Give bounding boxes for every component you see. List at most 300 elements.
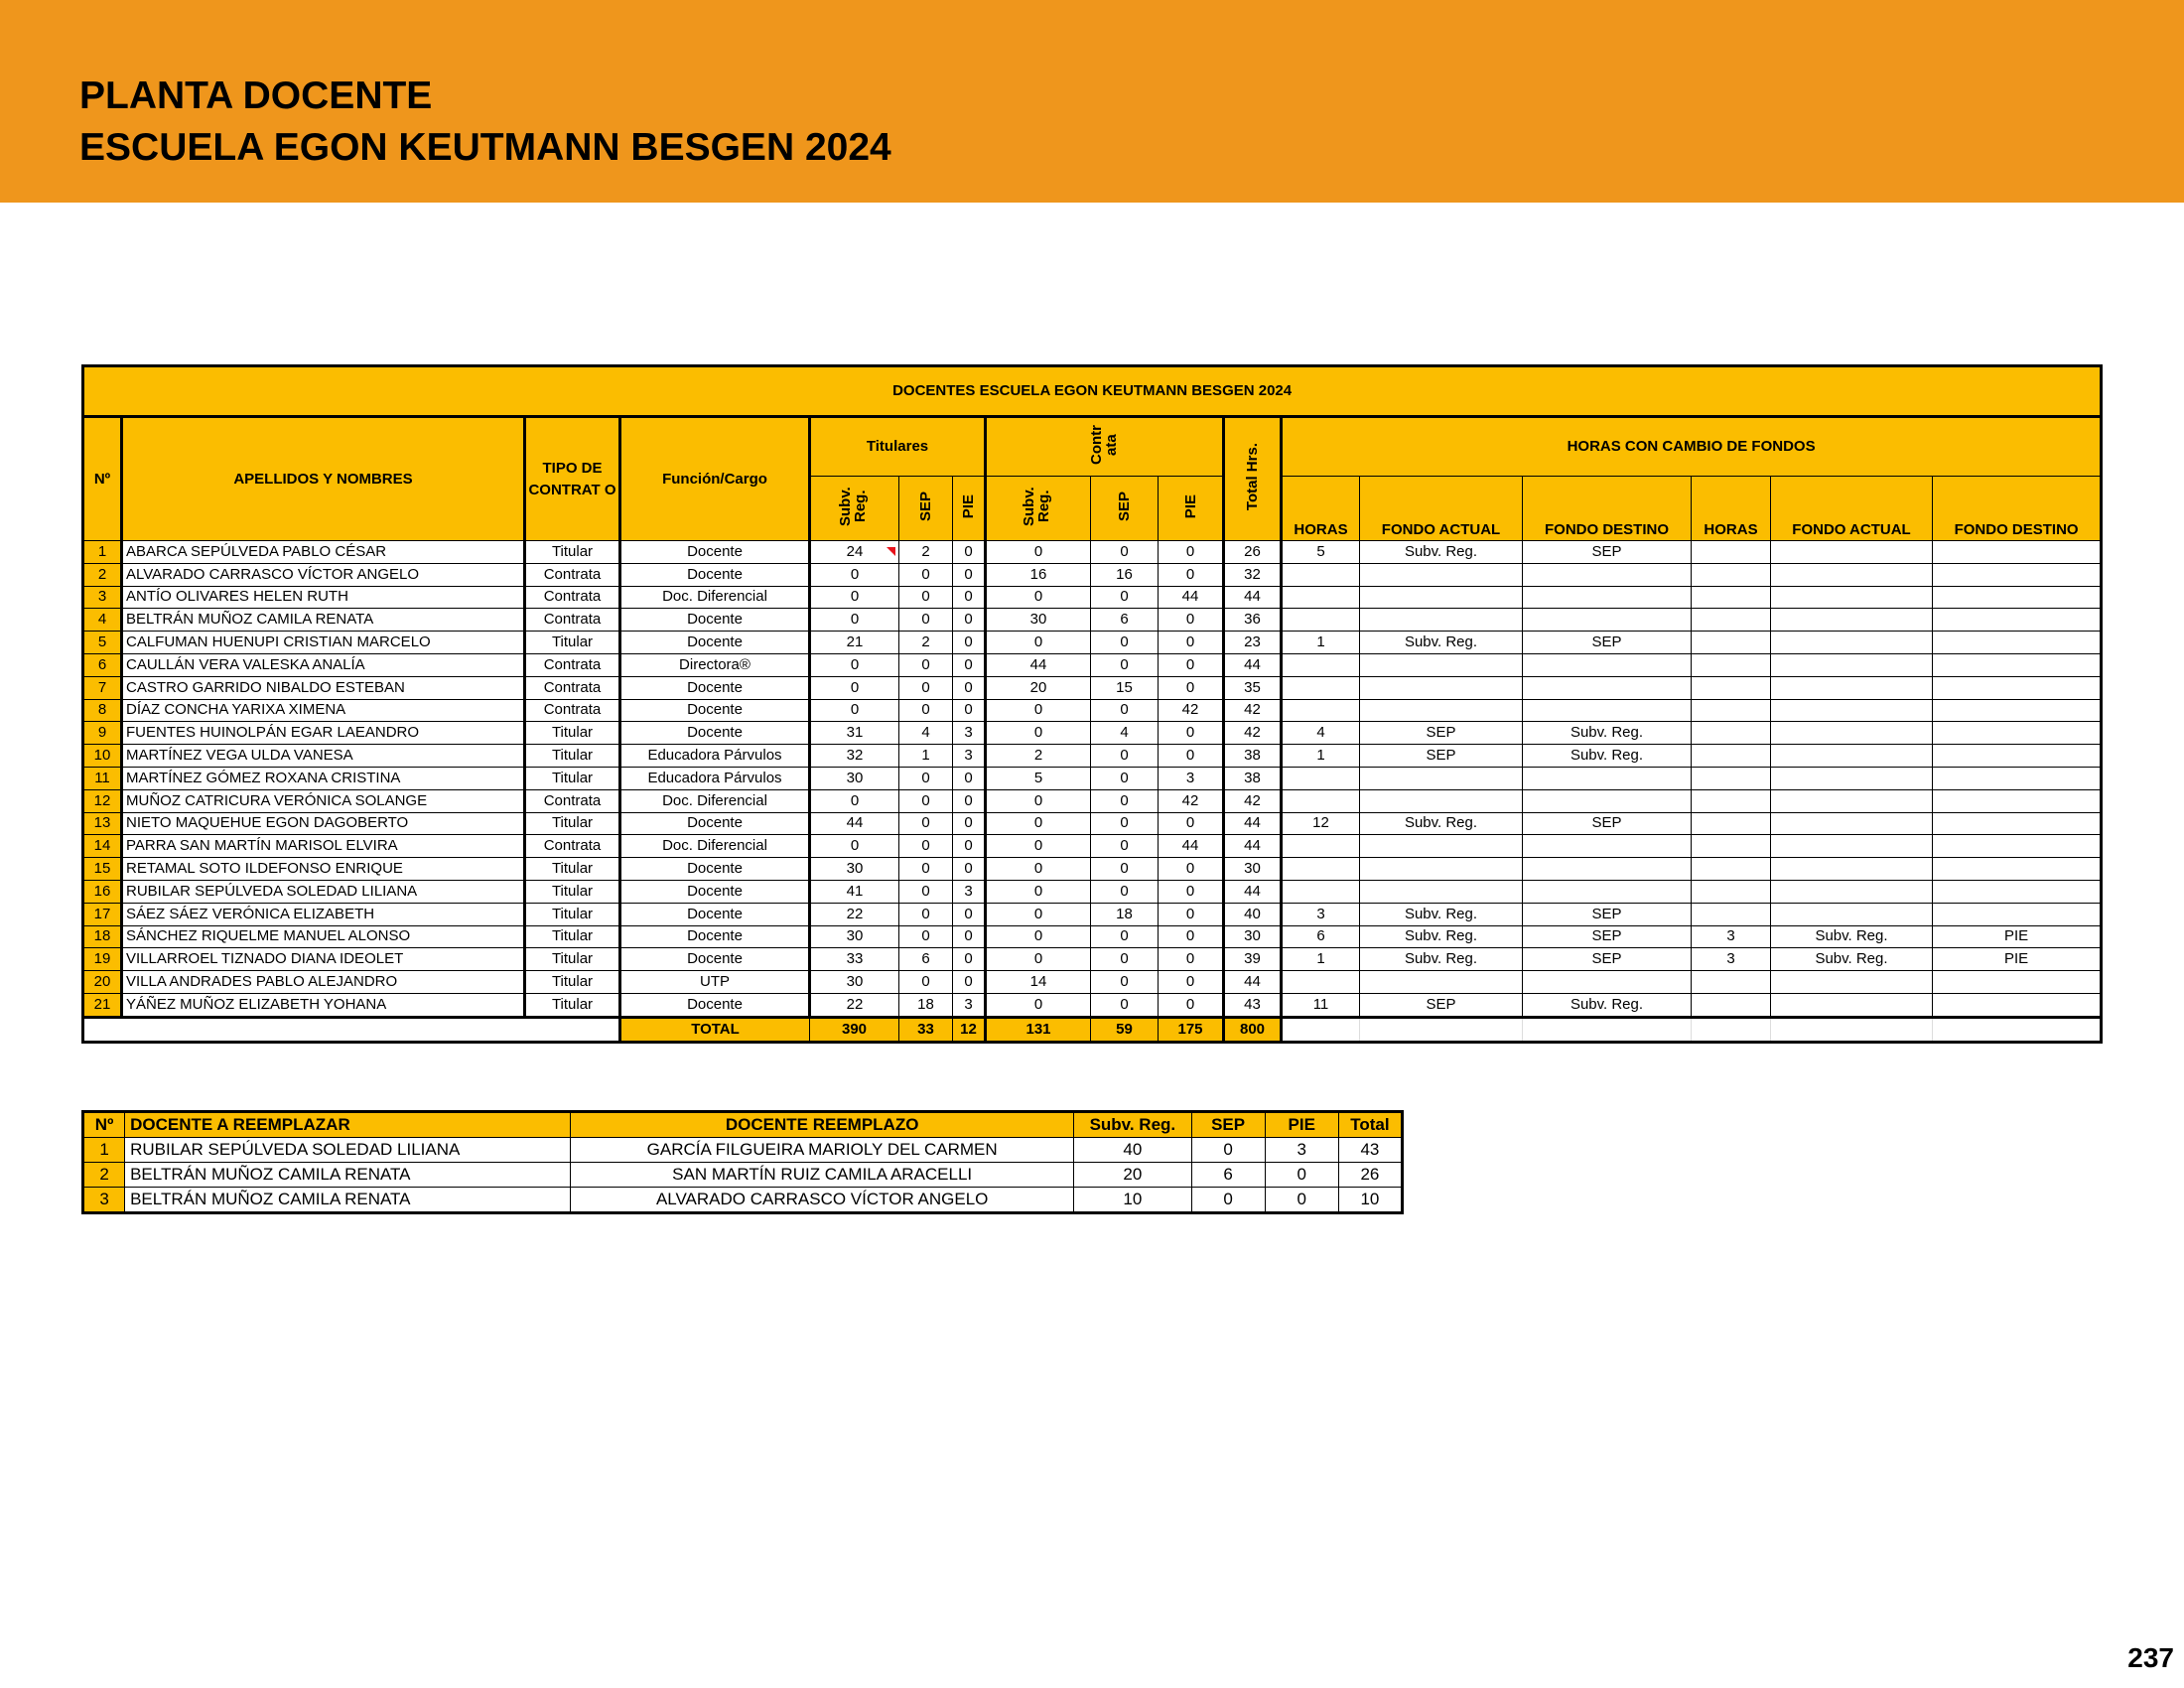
cell-contract: Titular <box>525 722 620 745</box>
cell-con-subv: 2 <box>986 745 1091 768</box>
cell-tit-sep: 18 <box>899 993 953 1017</box>
cell-horas-1: 4 <box>1282 722 1360 745</box>
comment-marker <box>887 547 895 556</box>
cell-horas-1 <box>1282 676 1360 699</box>
cell-fondo-actual-1: Subv. Reg. <box>1360 925 1523 948</box>
cell-number: 7 <box>83 676 122 699</box>
cell-con-subv: 0 <box>986 925 1091 948</box>
cell-con-subv: 0 <box>986 858 1091 881</box>
total-con-subv: 131 <box>986 1017 1091 1042</box>
rep-replaced: BELTRÁN MUÑOZ CAMILA RENATA <box>125 1163 571 1188</box>
header-con-sep: SEP <box>1091 477 1159 541</box>
cell-fondo-destino-2 <box>1933 993 2102 1017</box>
cell-fondo-destino-2 <box>1933 880 2102 903</box>
cell-con-sep: 4 <box>1091 722 1159 745</box>
rep-header-pie: PIE <box>1265 1112 1338 1138</box>
cell-tit-subv: 0 <box>810 789 899 812</box>
cell-tit-sep: 2 <box>899 632 953 654</box>
rep-subv: 20 <box>1074 1163 1191 1188</box>
cell-con-sep: 16 <box>1091 563 1159 586</box>
cell-name: ABARCA SEPÚLVEDA PABLO CÉSAR <box>122 541 525 564</box>
cell-fondo-actual-1 <box>1360 858 1523 881</box>
table-row <box>83 767 2102 789</box>
cell-total: 36 <box>1224 609 1282 632</box>
rep-header-replacement: DOCENTE REEMPLAZO <box>571 1112 1074 1138</box>
cell-tit-sep: 0 <box>899 609 953 632</box>
cell-tit-sep: 0 <box>899 925 953 948</box>
cell-name: PARRA SAN MARTÍN MARISOL ELVIRA <box>122 835 525 858</box>
cell-horas-1: 5 <box>1282 541 1360 564</box>
cell-contract: Contrata <box>525 676 620 699</box>
cell-number: 18 <box>83 925 122 948</box>
cell-tit-pie: 3 <box>953 993 986 1017</box>
cell-contract: Titular <box>525 971 620 994</box>
cell-function: Docente <box>620 563 810 586</box>
cell-number: 14 <box>83 835 122 858</box>
cell-con-sep: 0 <box>1091 541 1159 564</box>
cell-horas-2 <box>1692 903 1771 925</box>
header-total-hrs: Total Hrs. <box>1224 417 1282 541</box>
cell-tit-subv: 22 <box>810 903 899 925</box>
cell-function: Docente <box>620 609 810 632</box>
header-names: APELLIDOS Y NOMBRES <box>122 417 525 541</box>
cell-tit-subv: 31 <box>810 722 899 745</box>
cell-tit-subv: 21 <box>810 632 899 654</box>
cell-horas-1: 1 <box>1282 948 1360 971</box>
cell-number: 4 <box>83 609 122 632</box>
cell-fondo-actual-2: Subv. Reg. <box>1771 925 1933 948</box>
rep-header-sep: SEP <box>1191 1112 1265 1138</box>
cell-function: Docente <box>620 676 810 699</box>
cell-tit-pie: 0 <box>953 903 986 925</box>
cell-contract: Contrata <box>525 609 620 632</box>
cell-contract: Contrata <box>525 653 620 676</box>
cell-tit-subv: 30 <box>810 925 899 948</box>
cell-con-subv: 0 <box>986 903 1091 925</box>
rep-replaced: RUBILAR SEPÚLVEDA SOLEDAD LILIANA <box>125 1138 571 1163</box>
cell-horas-2 <box>1692 699 1771 722</box>
cell-number: 13 <box>83 812 122 835</box>
cell-total: 43 <box>1224 993 1282 1017</box>
cell-name: SÁEZ SÁEZ VERÓNICA ELIZABETH <box>122 903 525 925</box>
cell-fondo-destino-1 <box>1523 767 1692 789</box>
cell-fondo-destino-2 <box>1933 676 2102 699</box>
cell-horas-1: 1 <box>1282 745 1360 768</box>
cell-number: 20 <box>83 971 122 994</box>
cell-number: 12 <box>83 789 122 812</box>
cell-fondo-actual-2 <box>1771 541 1933 564</box>
cell-tit-sep: 0 <box>899 835 953 858</box>
cell-fondo-actual-2 <box>1771 789 1933 812</box>
cell-fondo-actual-2 <box>1771 722 1933 745</box>
cell-fondo-destino-2 <box>1933 767 2102 789</box>
cell-fondo-destino-2 <box>1933 812 2102 835</box>
cell-name: ALVARADO CARRASCO VÍCTOR ANGELO <box>122 563 525 586</box>
cell-function: Docente <box>620 812 810 835</box>
cell-horas-2 <box>1692 632 1771 654</box>
header-number: Nº <box>83 417 122 541</box>
cell-function: Educadora Párvulos <box>620 767 810 789</box>
cell-number: 15 <box>83 858 122 881</box>
cell-con-pie: 0 <box>1159 903 1224 925</box>
header-fondo-actual-2: FONDO ACTUAL <box>1771 477 1933 541</box>
cell-total: 23 <box>1224 632 1282 654</box>
total-hours: 800 <box>1224 1017 1282 1042</box>
cell-name: MARTÍNEZ GÓMEZ ROXANA CRISTINA <box>122 767 525 789</box>
cell-con-pie: 42 <box>1159 699 1224 722</box>
cell-name: VILLARROEL TIZNADO DIANA IDEOLET <box>122 948 525 971</box>
total-con-pie: 175 <box>1159 1017 1224 1042</box>
cell-tit-sep: 0 <box>899 971 953 994</box>
total-tit-pie: 12 <box>953 1017 986 1042</box>
cell-con-subv: 14 <box>986 971 1091 994</box>
rep-total: 10 <box>1338 1188 1402 1213</box>
cell-fondo-destino-1: Subv. Reg. <box>1523 745 1692 768</box>
header-contract-type: TIPO DE CONTRAT O <box>525 417 620 541</box>
cell-fondo-destino-1 <box>1523 789 1692 812</box>
cell-fondo-destino-2 <box>1933 789 2102 812</box>
cell-con-subv: 0 <box>986 632 1091 654</box>
cell-con-sep: 0 <box>1091 767 1159 789</box>
cell-tit-pie: 0 <box>953 767 986 789</box>
cell-horas-2 <box>1692 789 1771 812</box>
cell-contract: Contrata <box>525 563 620 586</box>
cell-horas-2 <box>1692 835 1771 858</box>
cell-contract: Titular <box>525 993 620 1017</box>
cell-tit-subv: 0 <box>810 653 899 676</box>
cell-fondo-destino-1 <box>1523 653 1692 676</box>
page-title-line1: PLANTA DOCENTE <box>79 74 433 117</box>
cell-tit-sep: 0 <box>899 812 953 835</box>
cell-tit-subv: 22 <box>810 993 899 1017</box>
cell-horas-2 <box>1692 541 1771 564</box>
header-con-pie: PIE <box>1159 477 1224 541</box>
cell-fondo-actual-2 <box>1771 653 1933 676</box>
table-row <box>83 699 2102 722</box>
cell-fondo-destino-1 <box>1523 676 1692 699</box>
cell-tit-sep: 0 <box>899 699 953 722</box>
cell-tit-pie: 0 <box>953 541 986 564</box>
cell-con-pie: 0 <box>1159 925 1224 948</box>
cell-contract: Titular <box>525 880 620 903</box>
cell-horas-2 <box>1692 812 1771 835</box>
header-function: Función/Cargo <box>620 417 810 541</box>
cell-number: 6 <box>83 653 122 676</box>
cell-tit-sep: 0 <box>899 858 953 881</box>
cell-tit-subv: 30 <box>810 971 899 994</box>
cell-horas-1 <box>1282 971 1360 994</box>
table-row <box>83 541 2102 564</box>
table-row <box>83 1163 1403 1188</box>
cell-con-subv: 20 <box>986 676 1091 699</box>
rep-number: 1 <box>83 1138 125 1163</box>
cell-name: YÁÑEZ MUÑOZ ELIZABETH YOHANA <box>122 993 525 1017</box>
cell-contract: Titular <box>525 903 620 925</box>
cell-total: 32 <box>1224 563 1282 586</box>
cell-fondo-destino-1 <box>1523 835 1692 858</box>
cell-horas-2 <box>1692 676 1771 699</box>
cell-number: 10 <box>83 745 122 768</box>
cell-fondo-actual-1 <box>1360 609 1523 632</box>
cell-number: 3 <box>83 586 122 609</box>
cell-con-subv: 44 <box>986 653 1091 676</box>
cell-tit-sep: 0 <box>899 903 953 925</box>
cell-tit-pie: 0 <box>953 925 986 948</box>
cell-name: ANTÍO OLIVARES HELEN RUTH <box>122 586 525 609</box>
header-horas-2: HORAS <box>1692 477 1771 541</box>
header-fondo-destino-2: FONDO DESTINO <box>1933 477 2102 541</box>
cell-fondo-actual-2 <box>1771 767 1933 789</box>
cell-tit-pie: 0 <box>953 948 986 971</box>
cell-tit-subv: 30 <box>810 858 899 881</box>
total-con-sep: 59 <box>1091 1017 1159 1042</box>
cell-fondo-actual-1 <box>1360 676 1523 699</box>
cell-fondo-destino-2 <box>1933 903 2102 925</box>
cell-tit-pie: 0 <box>953 586 986 609</box>
cell-name: CALFUMAN HUENUPI CRISTIAN MARCELO <box>122 632 525 654</box>
cell-tit-sep: 4 <box>899 722 953 745</box>
cell-fondo-destino-1 <box>1523 563 1692 586</box>
rep-replacement: ALVARADO CARRASCO VÍCTOR ANGELO <box>571 1188 1074 1213</box>
cell-fondo-actual-1: Subv. Reg. <box>1360 948 1523 971</box>
cell-function: Directora® <box>620 653 810 676</box>
total-tit-subv: 390 <box>810 1017 899 1042</box>
cell-horas-1: 12 <box>1282 812 1360 835</box>
cell-total: 30 <box>1224 858 1282 881</box>
cell-con-pie: 44 <box>1159 586 1224 609</box>
total-row <box>83 1017 2102 1042</box>
cell-fondo-actual-1: SEP <box>1360 993 1523 1017</box>
cell-total: 35 <box>1224 676 1282 699</box>
cell-tit-subv: 0 <box>810 835 899 858</box>
cell-tit-subv: 0 <box>810 586 899 609</box>
cell-tit-pie: 0 <box>953 699 986 722</box>
table-row <box>83 632 2102 654</box>
cell-contract: Titular <box>525 925 620 948</box>
cell-fondo-actual-2 <box>1771 609 1933 632</box>
cell-con-subv: 0 <box>986 699 1091 722</box>
cell-con-sep: 0 <box>1091 993 1159 1017</box>
cell-name: BELTRÁN MUÑOZ CAMILA RENATA <box>122 609 525 632</box>
cell-horas-2 <box>1692 745 1771 768</box>
cell-con-pie: 0 <box>1159 858 1224 881</box>
cell-fondo-destino-1: Subv. Reg. <box>1523 722 1692 745</box>
cell-horas-1 <box>1282 653 1360 676</box>
cell-tit-subv: 0 <box>810 699 899 722</box>
cell-number: 11 <box>83 767 122 789</box>
cell-con-pie: 0 <box>1159 812 1224 835</box>
teachers-table <box>81 364 2103 1044</box>
cell-con-sep: 0 <box>1091 745 1159 768</box>
header-tit-pie: PIE <box>953 477 986 541</box>
cell-horas-2 <box>1692 767 1771 789</box>
cell-horas-2: 3 <box>1692 948 1771 971</box>
header-banner <box>0 0 2184 203</box>
cell-total: 26 <box>1224 541 1282 564</box>
cell-con-pie: 0 <box>1159 541 1224 564</box>
cell-con-pie: 0 <box>1159 632 1224 654</box>
cell-fondo-destino-2 <box>1933 858 2102 881</box>
cell-con-pie: 3 <box>1159 767 1224 789</box>
cell-function: Docente <box>620 993 810 1017</box>
rep-pie: 3 <box>1265 1138 1338 1163</box>
cell-contract: Titular <box>525 812 620 835</box>
cell-fondo-actual-2 <box>1771 812 1933 835</box>
cell-number: 1 <box>83 541 122 564</box>
cell-name: VILLA ANDRADES PABLO ALEJANDRO <box>122 971 525 994</box>
cell-name: SÁNCHEZ RIQUELME MANUEL ALONSO <box>122 925 525 948</box>
cell-tit-sep: 0 <box>899 767 953 789</box>
cell-fondo-actual-2 <box>1771 676 1933 699</box>
cell-total: 38 <box>1224 745 1282 768</box>
cell-total: 39 <box>1224 948 1282 971</box>
cell-contract: Titular <box>525 948 620 971</box>
cell-name: DÍAZ CONCHA YARIXA XIMENA <box>122 699 525 722</box>
cell-name: NIETO MAQUEHUE EGON DAGOBERTO <box>122 812 525 835</box>
cell-name: CASTRO GARRIDO NIBALDO ESTEBAN <box>122 676 525 699</box>
cell-fondo-destino-1: Subv. Reg. <box>1523 993 1692 1017</box>
rep-replacement: GARCÍA FILGUEIRA MARIOLY DEL CARMEN <box>571 1138 1074 1163</box>
cell-fondo-actual-1 <box>1360 767 1523 789</box>
cell-con-subv: 0 <box>986 993 1091 1017</box>
cell-total: 40 <box>1224 903 1282 925</box>
cell-tit-pie: 0 <box>953 676 986 699</box>
cell-con-sep: 0 <box>1091 699 1159 722</box>
cell-fondo-destino-2 <box>1933 541 2102 564</box>
cell-total: 44 <box>1224 812 1282 835</box>
cell-tit-sep: 1 <box>899 745 953 768</box>
cell-con-pie: 0 <box>1159 609 1224 632</box>
cell-con-pie: 0 <box>1159 722 1224 745</box>
cell-total: 44 <box>1224 653 1282 676</box>
cell-horas-2 <box>1692 653 1771 676</box>
cell-con-pie: 0 <box>1159 676 1224 699</box>
cell-horas-1 <box>1282 609 1360 632</box>
cell-fondo-actual-1 <box>1360 880 1523 903</box>
cell-tit-subv: 0 <box>810 609 899 632</box>
cell-tit-pie: 0 <box>953 835 986 858</box>
table-row <box>83 993 2102 1017</box>
cell-horas-2 <box>1692 880 1771 903</box>
rep-replaced: BELTRÁN MUÑOZ CAMILA RENATA <box>125 1188 571 1213</box>
cell-contract: Titular <box>525 767 620 789</box>
cell-fondo-destino-1: SEP <box>1523 903 1692 925</box>
cell-name: RUBILAR SEPÚLVEDA SOLEDAD LILIANA <box>122 880 525 903</box>
cell-tit-subv: 44 <box>810 812 899 835</box>
cell-con-sep: 0 <box>1091 835 1159 858</box>
header-horas-1: HORAS <box>1282 477 1360 541</box>
cell-fondo-actual-2 <box>1771 632 1933 654</box>
cell-fondo-destino-2 <box>1933 722 2102 745</box>
cell-fondo-actual-2 <box>1771 858 1933 881</box>
cell-fondo-actual-1: SEP <box>1360 722 1523 745</box>
cell-fondo-actual-1 <box>1360 835 1523 858</box>
cell-con-sep: 0 <box>1091 632 1159 654</box>
cell-horas-1: 1 <box>1282 632 1360 654</box>
header-fund-change: HORAS CON CAMBIO DE FONDOS <box>1282 417 2102 477</box>
cell-horas-1: 3 <box>1282 903 1360 925</box>
cell-contract: Contrata <box>525 789 620 812</box>
cell-con-sep: 15 <box>1091 676 1159 699</box>
cell-tit-sep: 2 <box>899 541 953 564</box>
cell-total: 42 <box>1224 699 1282 722</box>
cell-horas-2 <box>1692 971 1771 994</box>
cell-horas-2: 3 <box>1692 925 1771 948</box>
cell-tit-pie: 0 <box>953 563 986 586</box>
cell-number: 21 <box>83 993 122 1017</box>
cell-con-subv: 0 <box>986 812 1091 835</box>
cell-con-pie: 0 <box>1159 993 1224 1017</box>
cell-tit-pie: 0 <box>953 632 986 654</box>
cell-tit-sep: 0 <box>899 563 953 586</box>
cell-tit-subv: 32 <box>810 745 899 768</box>
cell-tit-sep: 6 <box>899 948 953 971</box>
cell-fondo-destino-1 <box>1523 699 1692 722</box>
cell-tit-pie: 0 <box>953 789 986 812</box>
cell-con-sep: 0 <box>1091 925 1159 948</box>
table-row <box>83 858 2102 881</box>
cell-total: 42 <box>1224 722 1282 745</box>
cell-number: 8 <box>83 699 122 722</box>
table-row <box>83 1188 1403 1213</box>
table-title: DOCENTES ESCUELA EGON KEUTMANN BESGEN 2024 <box>83 366 2102 417</box>
cell-tit-subv: 30 <box>810 767 899 789</box>
cell-tit-pie: 0 <box>953 858 986 881</box>
cell-function: Doc. Diferencial <box>620 835 810 858</box>
cell-contract: Contrata <box>525 699 620 722</box>
cell-fondo-actual-1 <box>1360 789 1523 812</box>
cell-fondo-destino-2 <box>1933 971 2102 994</box>
table-row <box>83 609 2102 632</box>
cell-function: Docente <box>620 722 810 745</box>
cell-tit-subv: 0 <box>810 563 899 586</box>
cell-tit-sep: 0 <box>899 586 953 609</box>
cell-con-sep: 0 <box>1091 789 1159 812</box>
cell-contract: Titular <box>525 858 620 881</box>
cell-function: Docente <box>620 948 810 971</box>
table-row <box>83 722 2102 745</box>
cell-horas-1 <box>1282 699 1360 722</box>
cell-fondo-actual-2 <box>1771 903 1933 925</box>
cell-total: 44 <box>1224 835 1282 858</box>
cell-contract: Titular <box>525 632 620 654</box>
cell-tit-subv: 0 <box>810 676 899 699</box>
cell-total: 42 <box>1224 789 1282 812</box>
cell-number: 19 <box>83 948 122 971</box>
cell-fondo-actual-1: SEP <box>1360 745 1523 768</box>
cell-horas-2 <box>1692 609 1771 632</box>
cell-fondo-destino-2 <box>1933 609 2102 632</box>
cell-con-pie: 0 <box>1159 971 1224 994</box>
table-row <box>83 880 2102 903</box>
cell-fondo-destino-2 <box>1933 835 2102 858</box>
cell-horas-2 <box>1692 586 1771 609</box>
rep-header-replaced: DOCENTE A REEMPLAZAR <box>125 1112 571 1138</box>
table-row <box>83 586 2102 609</box>
cell-con-pie: 42 <box>1159 789 1224 812</box>
cell-function: Doc. Diferencial <box>620 586 810 609</box>
cell-function: Docente <box>620 541 810 564</box>
cell-name: MARTÍNEZ VEGA ULDA VANESA <box>122 745 525 768</box>
cell-total: 44 <box>1224 971 1282 994</box>
cell-fondo-actual-1 <box>1360 699 1523 722</box>
cell-number: 17 <box>83 903 122 925</box>
cell-horas-1 <box>1282 835 1360 858</box>
header-fondo-destino-1: FONDO DESTINO <box>1523 477 1692 541</box>
cell-con-subv: 5 <box>986 767 1091 789</box>
cell-fondo-destino-1: SEP <box>1523 632 1692 654</box>
cell-fondo-destino-1: SEP <box>1523 541 1692 564</box>
